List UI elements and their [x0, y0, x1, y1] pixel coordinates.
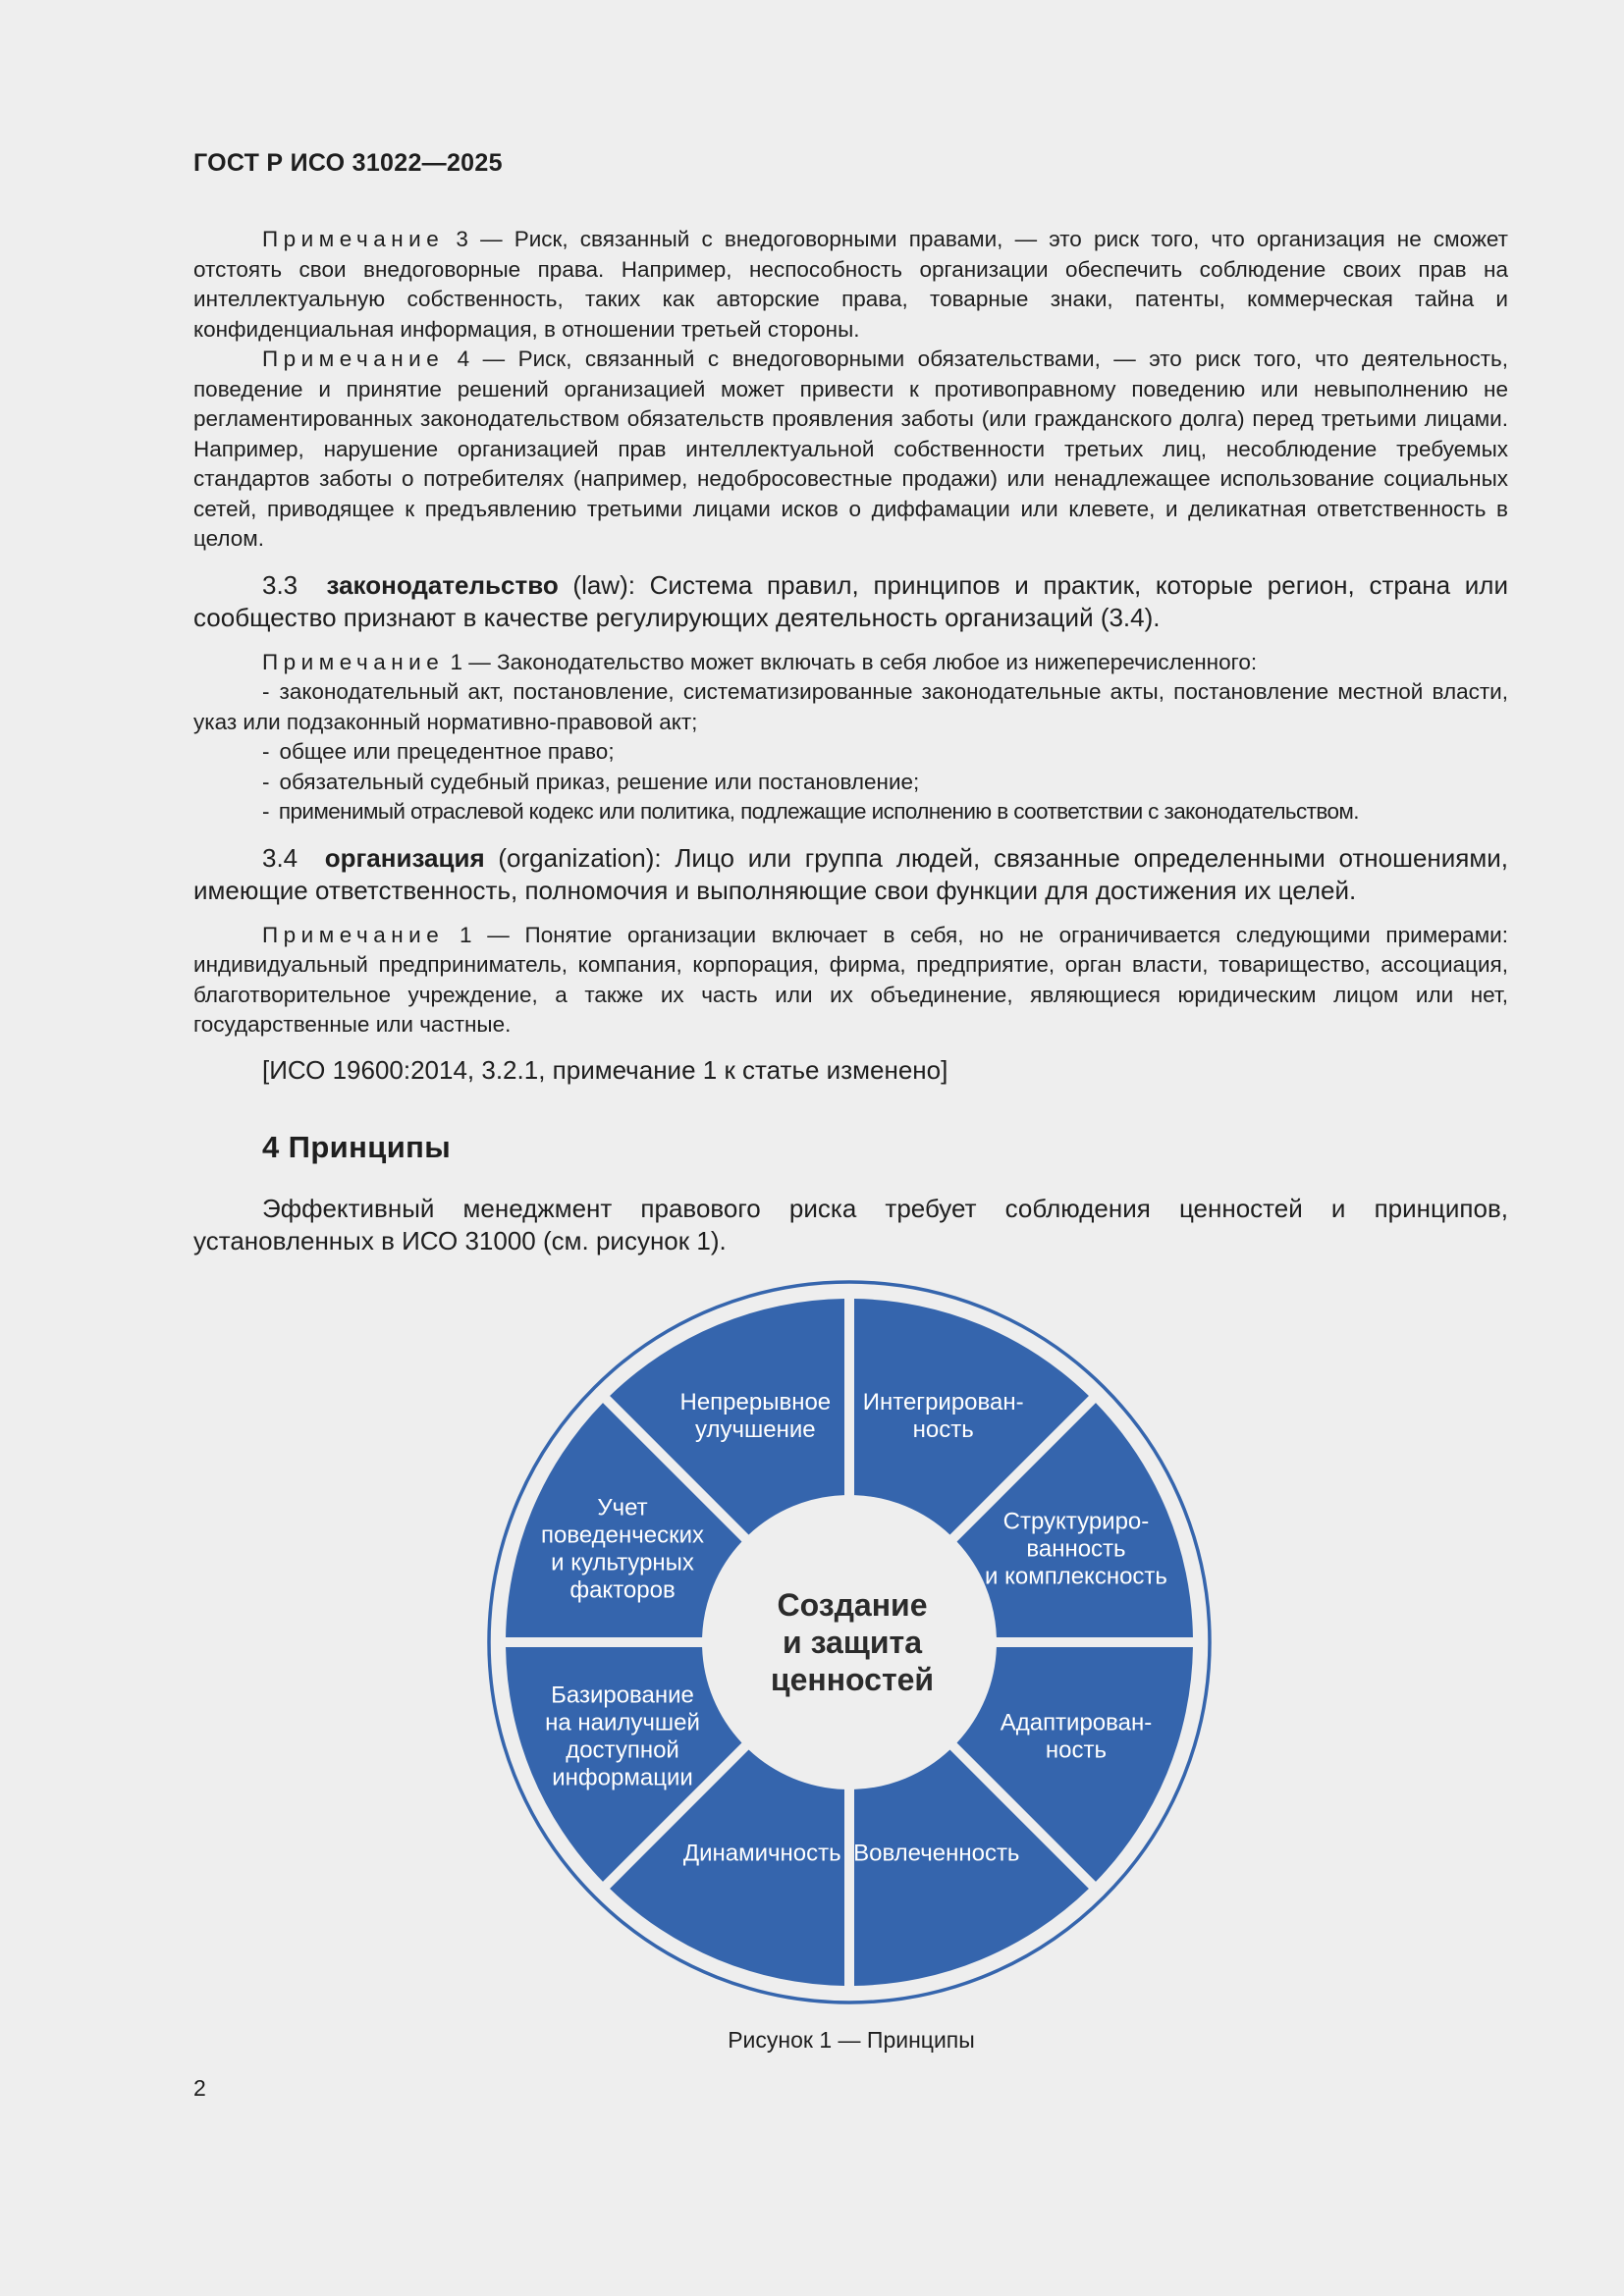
list-item: - обязательный судебный приказ, решение или постановление;: [262, 769, 920, 794]
center-label: ценностей: [770, 1662, 935, 1697]
page-content: [193, 225, 1508, 1257]
center-label: Создание: [777, 1587, 928, 1623]
principle-label: поведенческих: [541, 1522, 705, 1549]
principle-label: Непрерывное: [679, 1389, 832, 1416]
section-intro: Эффективный менеджмент правового риска требует соблюдения ценностей и принципов, установленных в ИСО 31000 (см. рисунок 1).: [193, 1193, 1508, 1255]
definition-3-3-note-1: [193, 648, 1508, 678]
definition-text: (organization): Лицо или группа людей, связанные определенными отношениями, имеющие ответственность, полномочия и выполняющие свои функции для достижения их целей.: [193, 842, 1509, 905]
principle-label: ность: [1045, 1736, 1108, 1764]
note-label: Примечание: [262, 347, 445, 371]
note-text: 3 — Риск, связанный с внедоговорными правами, — это риск того, что организация не сможет отстоять свои внедоговорные права. Например, неспособность организации обеспечить соблюдение своих прав на интеллектуальную собственность, таких как авторские права, товарные знаки, патенты, коммерческая тайна и конфиденциальная информация, в отношении третьей стороны.: [193, 227, 1508, 342]
principle-label: доступной: [566, 1736, 679, 1764]
note-4: [193, 345, 1508, 555]
center-label: и защита: [783, 1625, 922, 1660]
principle-label: на наилучшей: [545, 1709, 700, 1736]
principles-figure: [481, 1274, 1218, 2010]
principle-label: и комплексность: [985, 1563, 1167, 1590]
note-text: 1 — Законодательство может включать в себя любое из нижеперечисленного:: [444, 649, 1258, 674]
clause-number: 3.3: [262, 569, 298, 600]
defined-term: организация: [324, 842, 485, 873]
principle-label: улучшение: [695, 1416, 816, 1444]
figure-caption: Рисунок 1 — Принципы: [728, 2027, 975, 2053]
principle-label: и культурных: [551, 1549, 694, 1576]
note-label: Примечание: [262, 922, 445, 947]
list-item: - применимый отраслевой кодекс или политика, подлежащие исполнению в соответствии с законодательством.: [262, 799, 1359, 824]
section-title: 4 Принципы: [262, 1129, 452, 1164]
list-item: - общее или прецедентное право;: [262, 739, 615, 764]
principle-label: Структуриро-: [1002, 1508, 1150, 1535]
page-number: 2: [193, 2075, 206, 2101]
definition-3-3: [193, 569, 1508, 634]
principle-label: информации: [552, 1764, 693, 1791]
note-label: Примечание: [262, 227, 445, 251]
principle-label: ванность: [1026, 1535, 1126, 1563]
principle-label: Вовлеченность: [853, 1840, 1020, 1867]
document-header: ГОСТ Р ИСО 31022—2025: [193, 149, 503, 177]
list-item: - законодательный акт, постановление, систематизированные законодательные акты, постановление местной власти, указ или подзаконный нормативно-правовой акт;: [193, 679, 1508, 734]
principle-label: Учет: [597, 1494, 648, 1522]
note-3: [193, 225, 1508, 345]
principle-label: факторов: [569, 1576, 676, 1604]
definition-3-4-note-1: [193, 921, 1508, 1041]
defined-term: законодательство: [326, 569, 559, 600]
principle-label: Базирование: [551, 1682, 694, 1709]
definition-text: (law): Система правил, принципов и практик, которые регион, страна или сообщество признают в качестве регулирующих деятельность организаций (3.4).: [193, 569, 1508, 632]
principle-label: Динамичность: [682, 1840, 841, 1867]
principle-label: Адаптирован-: [1000, 1709, 1153, 1736]
note-text: 4 — Риск, связанный с внедоговорными обязательствами, — это риск того, что деятельность, поведение и принятие решений организацией может привести к противоправному поведению или невыполнению не регламентированных законодательством обязательств проявления заботы (или гражданского долга) перед третьими лицами. Например, нарушение организацией прав интеллектуальной собственности третьих лиц, несоблюдение требуемых стандартов заботы о потребителях (например, недобросовестные продажи) или ненадлежащее использование социальных сетей, приводящее к предъявлению третьими лицами исков о диффамации или клевете, и деликатная ответственность в целом.: [193, 347, 1508, 551]
clause-number: 3.4: [262, 842, 298, 873]
principles-wheel: [481, 1274, 1218, 2010]
note-text: 1 — Понятие организации включает в себя, но не ограничивается следующими примерами: индивидуальный предприниматель, компания, корпорация, фирма, предприятие, орган власти, товарищество, ассоциация, благотворительное учреждение, а также их часть или их объединение, являющиеся юридическим лицом или нет, государственные или частные.: [193, 922, 1508, 1037]
note-label: Примечание: [262, 649, 445, 674]
definition-source: [ИСО 19600:2014, 3.2.1, примечание 1 к статье изменено]: [262, 1054, 948, 1085]
principle-label: Интегрирован-: [862, 1389, 1024, 1416]
definition-3-4: [193, 842, 1508, 907]
law-types-list: [193, 677, 1508, 828]
principle-label: ность: [912, 1416, 974, 1444]
